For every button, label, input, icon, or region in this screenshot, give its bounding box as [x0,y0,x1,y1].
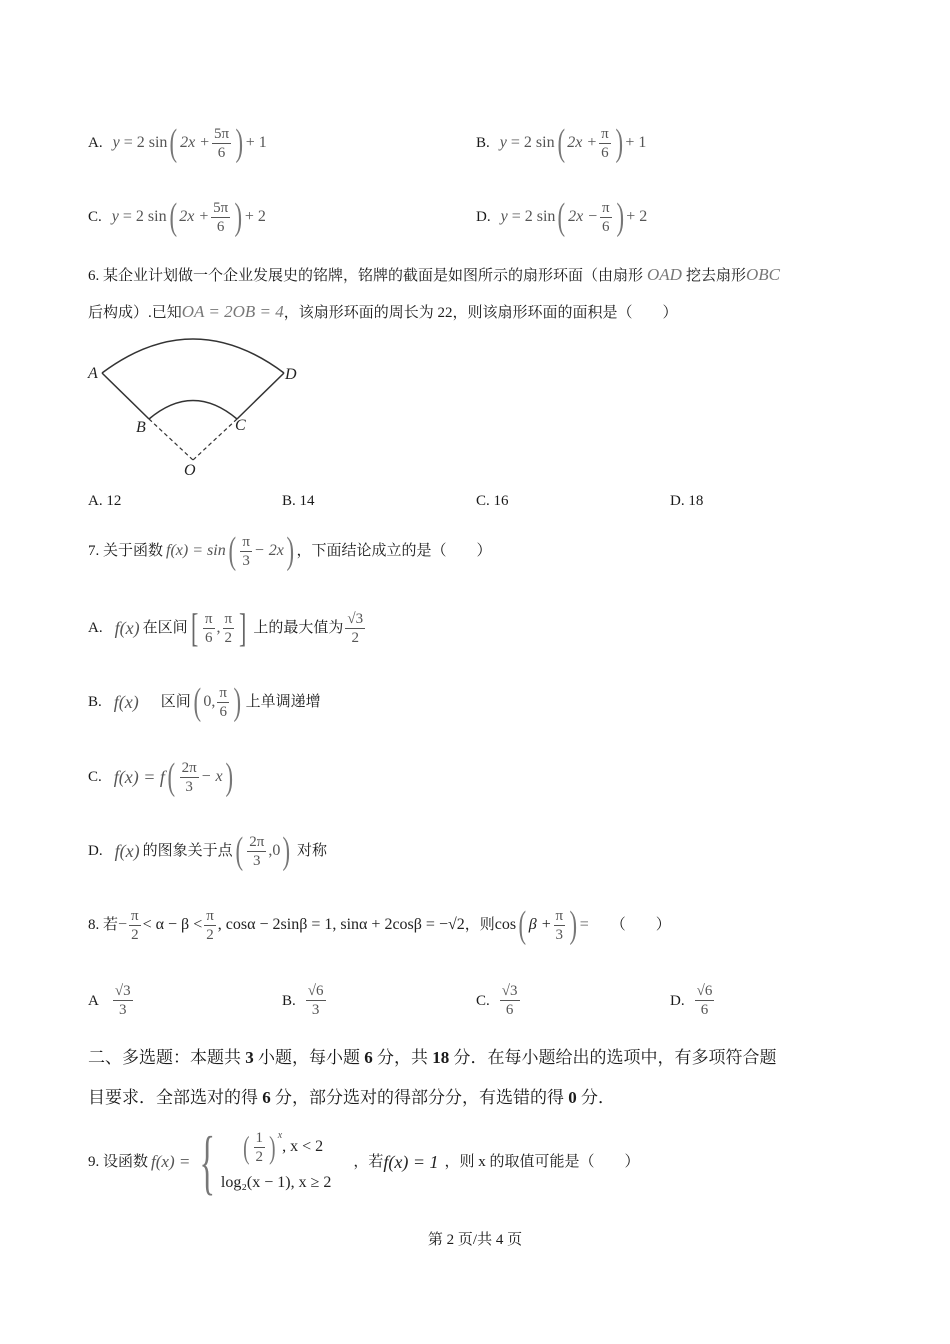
fraction: $\frac{\pi}{6}$ [204,610,213,646]
q9-text: ，则 x 的取值可能是（ ） [444,1154,640,1170]
paren-left: ( [167,756,176,798]
section2-instructions-line2: 目要求．全部选对的得 6 分，部分选对的得部分分，有选错的得 0 分． [88,1088,615,1107]
case-1: ( $\frac{1}{2}$ ) $^x$ , x < 2 [241,1126,331,1168]
option-text: 的图象关于点 [142,843,233,859]
fx: f(x) [114,618,140,638]
q8-option-c [476,982,522,1019]
case-2: log₂(x − 1), x ≥ 2 [220,1174,332,1191]
q5-option-a [88,124,267,162]
q7-text: ，下面结论成立的是（ ） [296,543,492,559]
option-label: C. [88,769,102,785]
q8-text: 8. 若 [88,917,119,933]
paren-right: ) [233,681,242,723]
fraction: $\frac{\pi}{6}$ [601,125,609,161]
q6-stem-line2 [88,302,678,323]
case-condition: , x < 2 [282,1138,324,1155]
total-score: 18 [432,1048,450,1067]
fx: f(x) [114,841,140,861]
option-text: 上单调递增 [245,694,321,710]
paren-left: ( [169,122,178,164]
option-label: B. [282,992,296,1009]
q7-option-b [88,683,321,721]
q6-stem-line1 [88,265,780,286]
paren-right: ) [616,196,624,238]
fraction: $\frac{\pi}{3}$ [555,907,564,943]
q9-text: 9. 设函数 [88,1154,149,1170]
option-label: A [88,992,99,1009]
q7-option-c [88,758,235,796]
formula-tail: + 1 [245,134,267,151]
q5-option-b [476,124,646,162]
formula-tail: + 2 [244,208,266,225]
option-label: D. [476,209,491,225]
option-label: B. [88,694,102,710]
svg-text:D: D [285,366,297,383]
q5-option-d [476,198,647,236]
paren-right: ) [615,122,623,164]
fraction: $\frac{√3}{2}$ [347,610,364,646]
exponent: x [277,1130,283,1141]
formula-inner: 2x + [180,134,210,151]
fraction: $\frac{\pi}{6}$ [219,684,227,720]
formula: y = 2 sin [499,134,555,151]
option-text: 在区间 [142,620,188,636]
paren-right: ) [286,530,294,572]
fraction: $\frac{√3}{6}$ [501,983,518,1018]
q7-text: 7. 关于函数 [88,543,164,559]
fraction: $\frac{\pi}{2}$ [224,610,233,646]
formula-tail: − 2x [253,542,284,559]
paren-right: ) [569,904,578,946]
piecewise-cases [221,1126,331,1198]
q8-stem [88,906,671,944]
formula-tail: − x [200,768,223,785]
paren-left: ( [235,830,243,872]
paren-left: ( [557,196,566,238]
q6-option-c: C. 16 [476,493,509,509]
q8-option-d [670,982,716,1019]
formula-tail: ,0 [268,842,281,859]
option-label: D. [670,992,685,1009]
minus-sign: − [118,916,128,933]
q7-option-d [88,832,327,870]
q8-option-b [282,982,328,1019]
section2-instructions-line1: 二、多选题：本题共 3 小题，每小题 6 分，共 18 分．在每小题给出的选项中，有多项符合题 [88,1048,777,1067]
paren-left: ( [228,530,236,572]
wrong-score: 0 [568,1088,577,1107]
option-text: 对称 [296,843,327,859]
option-text: 区间 [160,694,191,710]
bracket-left: [ [190,605,198,650]
paren-right: ) [282,830,291,872]
option-label: B. [476,135,490,151]
fraction: $\frac{\pi}{3}$ [242,533,250,569]
formula: y = 2 sin [112,134,168,151]
bracket-right: ] [239,605,247,650]
option-label: C. [88,209,102,225]
paren-right: ) [234,196,243,238]
formula-tail: + 2 [626,208,648,225]
q6-option-a: A. 12 [88,493,122,509]
q5-option-c [88,198,266,236]
svg-text:A: A [88,365,98,382]
fraction: $\frac{2\pi}{3}$ [249,833,265,869]
answer-blank: （ ） [610,917,671,933]
fraction: $\frac{√6}{6}$ [696,983,713,1018]
paren-left: ( [193,681,201,723]
paren-left: ( [518,904,527,946]
fraction: $\frac{5\pi}{6}$ [213,199,229,235]
given-condition: OA = 2OB = 4 [181,302,284,321]
sector-ring-figure [80,330,340,480]
paren-left: ( [169,196,177,238]
q8-option-a [88,982,135,1019]
equals: = [579,916,589,933]
formula-inner: 2x + [179,208,210,225]
paren-right: ) [225,756,233,798]
per-question-score: 6 [364,1048,373,1067]
q6-option-b: B. 14 [282,493,315,509]
q6-mid-text: 挖去扇形 [685,268,746,284]
fx: f(x) = [151,1152,191,1171]
fraction: $\frac{2\pi}{3}$ [181,759,197,795]
question-count: 3 [245,1048,254,1067]
sector-inner: OBC [745,265,780,284]
q9-stem [88,1122,640,1202]
q6-text: 6. 某企业计划做一个企业发展史的铭牌，铭牌的截面是如图所示的扇形环面（由扇形 [88,268,644,284]
svg-text:B: B [136,419,146,436]
q6-text: ，该扇形环面的周长为 22，则该扇形环面的面积是（ ） [283,305,678,321]
paren-left: ( [557,122,565,164]
fraction: $\frac{\pi}{2}$ [206,907,214,943]
fraction: $\frac{√6}{3}$ [307,983,324,1018]
q9-text: ，若 [353,1154,384,1170]
svg-text:C: C [235,417,246,434]
formula-inner: 2x + [567,134,598,151]
equations: , cosα − 2sinβ = 1, sinα + 2cosβ = −√2 [217,916,465,933]
fraction: $\frac{\pi}{6}$ [601,199,610,235]
inequality: < α − β < [142,916,203,933]
formula-tail: + 1 [625,134,647,151]
fraction: $\frac{\pi}{2}$ [131,907,139,943]
fraction: $\frac{√3}{3}$ [114,983,131,1018]
paren-right: ) [235,122,244,164]
option-label: C. [476,992,490,1009]
ask-inner: β + [528,916,552,933]
q7-option-a: A. f(x) 在区间 [ $\frac{\pi}{6}$ , $\frac{\pi}{2}$ ] 上的最大值为 $\frac{√3}{2}$ [88,605,364,650]
page-footer: 第 2 页/共 4 页 [427,1232,523,1248]
formula: y = 2 sin [500,208,556,225]
interval-left: 0, [203,693,216,710]
option-label: A. [88,135,103,151]
formula-inner: 2x − [568,208,598,225]
fraction: $\frac{5\pi}{6}$ [213,125,230,161]
brace-left: { [199,1122,216,1202]
sector-outer: OAD [647,265,682,284]
q6-text: 后构成）.已知 [88,305,182,321]
q6-option-d: D. 18 [670,493,704,509]
svg-text:O: O [184,462,196,479]
option-text: 上的最大值为 [253,620,344,636]
ask-function: cos [494,916,517,933]
q7-stem [88,532,492,570]
option-label: D. [88,843,103,859]
function-def: f(x) = sin [166,542,226,559]
fx: f(x) [113,692,139,712]
fx: f(x) = f [113,767,165,787]
q8-text: ，则 [464,917,495,933]
option-label: A. [88,620,103,636]
fraction: $\frac{1}{2}$ [255,1129,264,1165]
condition: f(x) = 1 [383,1152,439,1172]
full-score: 6 [262,1088,271,1107]
formula: y = 2 sin [111,208,167,225]
